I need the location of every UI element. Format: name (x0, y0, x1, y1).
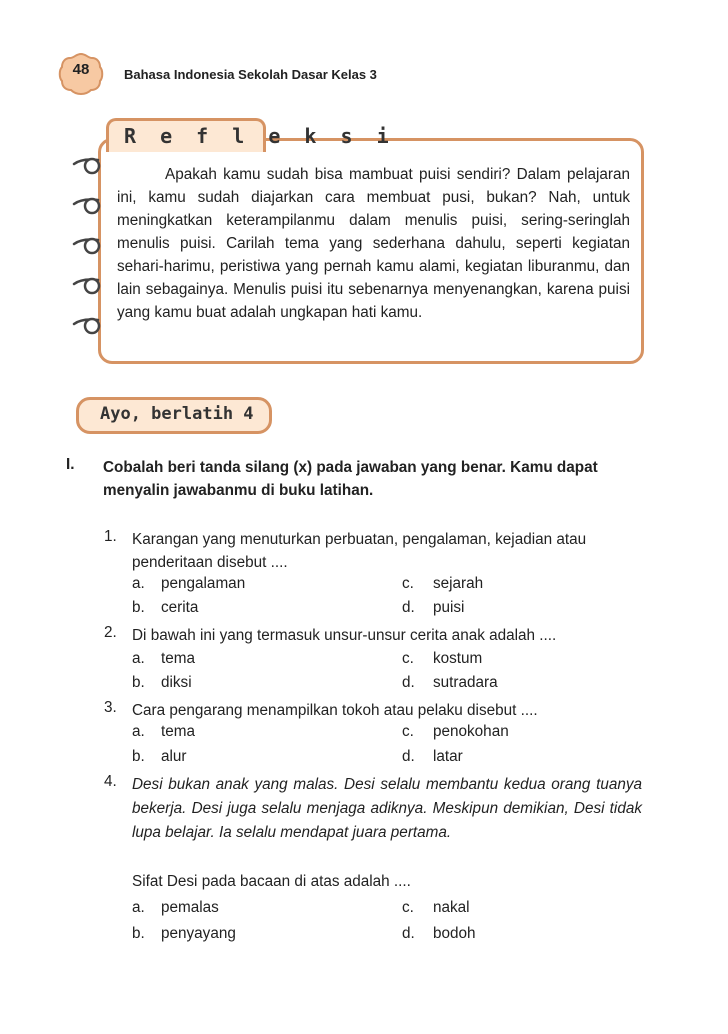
question-text: Karangan yang menuturkan perbuatan, pengalaman, kejadian atau penderitaan disebut .... (132, 531, 587, 571)
option-text: pemalas (161, 899, 219, 916)
option-label: c. (402, 575, 414, 592)
question-number: 2. (104, 624, 117, 641)
option-label: d. (402, 599, 415, 616)
option-text: alur (161, 748, 187, 765)
option-label: b. (132, 674, 145, 691)
option-text: latar (433, 748, 463, 765)
question-text: Di bawah ini yang termasuk unsur-unsur cerita anak adalah .... (132, 627, 557, 644)
refleksi-paragraph: Apakah kamu sudah bisa mambuat puisi sendiri? Dalam pelajaran ini, kamu sudah diajarkan cara membuat pusi, bukan? Nah, untuk meningkatkan keterampilanmu dalam menulis puisi, sering-seringlah menulis puisi. Carilah tema yang sederhana dahulu, seperti kegiatan sehari-harimu, peristiwa yang pernah kamu alami, kegiatan liburanmu, dan lain sebagainya. Menulis puisi itu sebenarnya menyenangkan, karena puisi yang kamu buat adalah ungkapan hati kamu. (117, 166, 630, 321)
binder-rings-icon (70, 150, 110, 340)
question-number: 4. (104, 773, 117, 790)
option-label: c. (402, 650, 414, 667)
option-text: penyayang (161, 925, 236, 942)
option-label: b. (132, 925, 145, 942)
option-text: tema (161, 650, 196, 667)
option-text: tema (161, 723, 196, 740)
question-number: 1. (104, 528, 117, 545)
question-number: 3. (104, 699, 117, 716)
option-label: d. (402, 748, 415, 765)
option-text: sutradara (433, 674, 498, 691)
option-label: d. (402, 925, 415, 942)
section-number: I. (66, 456, 75, 473)
option-label: c. (402, 723, 414, 740)
option-text: puisi (433, 599, 465, 616)
exercise-title: Ayo, berlatih 4 (100, 404, 254, 424)
option-label: a. (132, 575, 145, 592)
refleksi-text (117, 163, 630, 324)
option-label: a. (132, 650, 145, 667)
option-text: pengalaman (161, 575, 246, 592)
option-label: a. (132, 899, 145, 916)
option-text: cerita (161, 599, 199, 616)
question-passage: Desi bukan anak yang malas. Desi selalu membantu kedua orang tuanya bekerja. Desi juga selalu menjaga adiknya. Meskipun demikian, Desi tidak lupa belajar. Ia selalu mendapat juara pertama. (132, 776, 642, 841)
question-text: Cara pengarang menampilkan tokoh atau pelaku disebut .... (132, 702, 538, 719)
option-label: b. (132, 599, 145, 616)
option-text: bodoh (433, 925, 476, 942)
option-text: nakal (433, 899, 470, 916)
option-text: kostum (433, 650, 483, 667)
refleksi-title: R e f l e k s i (124, 124, 395, 148)
page-number: 48 (72, 61, 90, 78)
running-title: Bahasa Indonesia Sekolah Dasar Kelas 3 (124, 67, 377, 82)
option-label: c. (402, 899, 414, 916)
option-label: b. (132, 748, 145, 765)
option-text: penokohan (433, 723, 509, 740)
section-instruction: Cobalah beri tanda silang (x) pada jawaban yang benar. Kamu dapat menyalin jawabanmu di buku latihan. (103, 459, 598, 499)
option-label: a. (132, 723, 145, 740)
question-text: Sifat Desi pada bacaan di atas adalah .... (132, 873, 411, 890)
option-label: d. (402, 674, 415, 691)
option-text: diksi (161, 674, 192, 691)
option-text: sejarah (433, 575, 484, 592)
